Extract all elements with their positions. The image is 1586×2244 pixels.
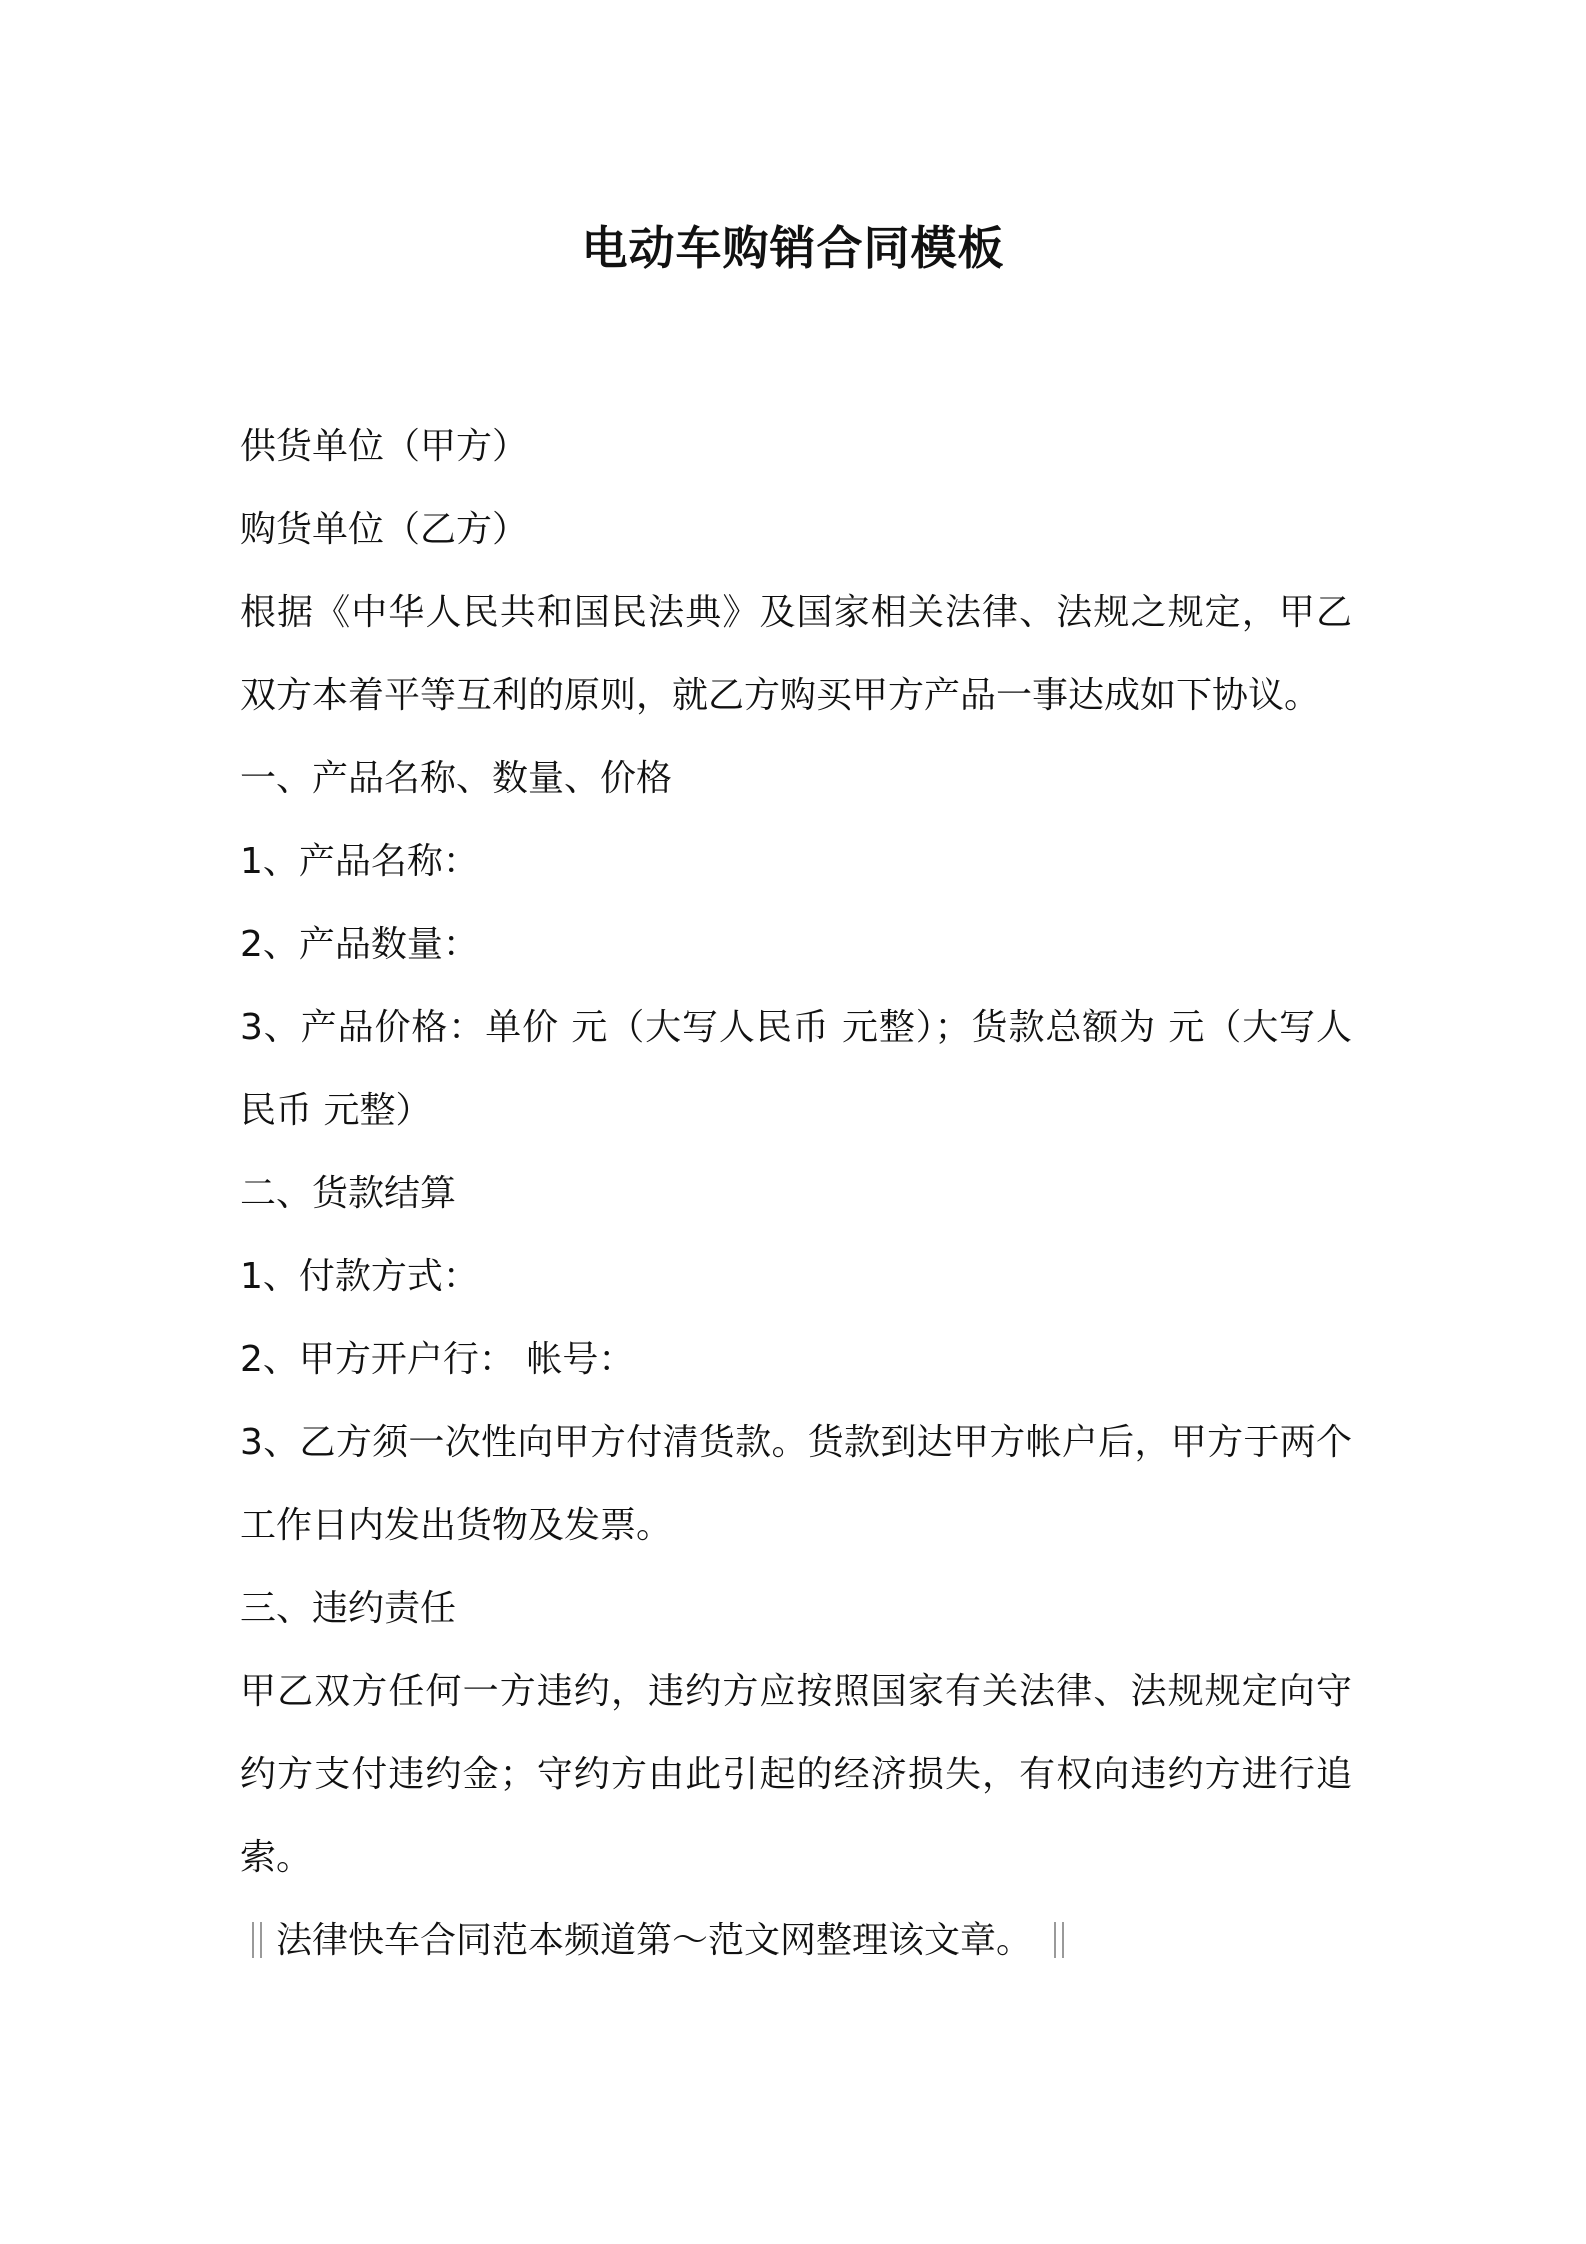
payment-terms-item: 3、乙方须一次性向甲方付清货款。货款到达甲方帐户后，甲方于两个工作日内发出货物及发票。 [240,1422,1352,1546]
payment-method-item: 1、付款方式： [240,1256,479,1297]
breach-liability-paragraph: 甲乙双方任何一方违约，违约方应按照国家有关法律、法规规定向守约方支付违约金；守约方由此引起的经济损失，有权向违约方进行追索。 [240,1671,1352,1878]
supplier-line: 供货单位（甲方） [240,426,529,467]
document-title: 电动车购销合同模板 [581,221,1005,275]
footer-note-line [240,1899,1352,1982]
product-name-item: 1、产品名称： [240,841,479,882]
section3-heading: 三、违约责任 [240,1588,457,1629]
bank-account-item: 2、甲方开户行： 帐号： [240,1339,635,1380]
section1-heading: 一、产品名称、数量、价格 [240,758,673,799]
product-price-item: 3、产品价格：单价 元（大写人民币 元整）；货款总额为 元（大写人民币 元整） [240,1007,1352,1131]
double-bar-left-icon [252,1922,262,1958]
footer-note: 法律快车合同范本频道第～范文网整理该文章。 [276,1920,1033,1961]
section2-heading: 二、货款结算 [240,1173,457,1214]
buyer-line: 购货单位（乙方） [240,509,529,550]
product-quantity-item: 2、产品数量： [240,924,479,965]
preamble-paragraph: 根据《中华人民共和国民法典》及国家相关法律、法规之规定，甲乙双方本着平等互利的原则，就乙方购买甲方产品一事达成如下协议。 [240,592,1352,716]
double-bar-right-icon [1054,1922,1064,1958]
document-body [240,405,1352,1982]
